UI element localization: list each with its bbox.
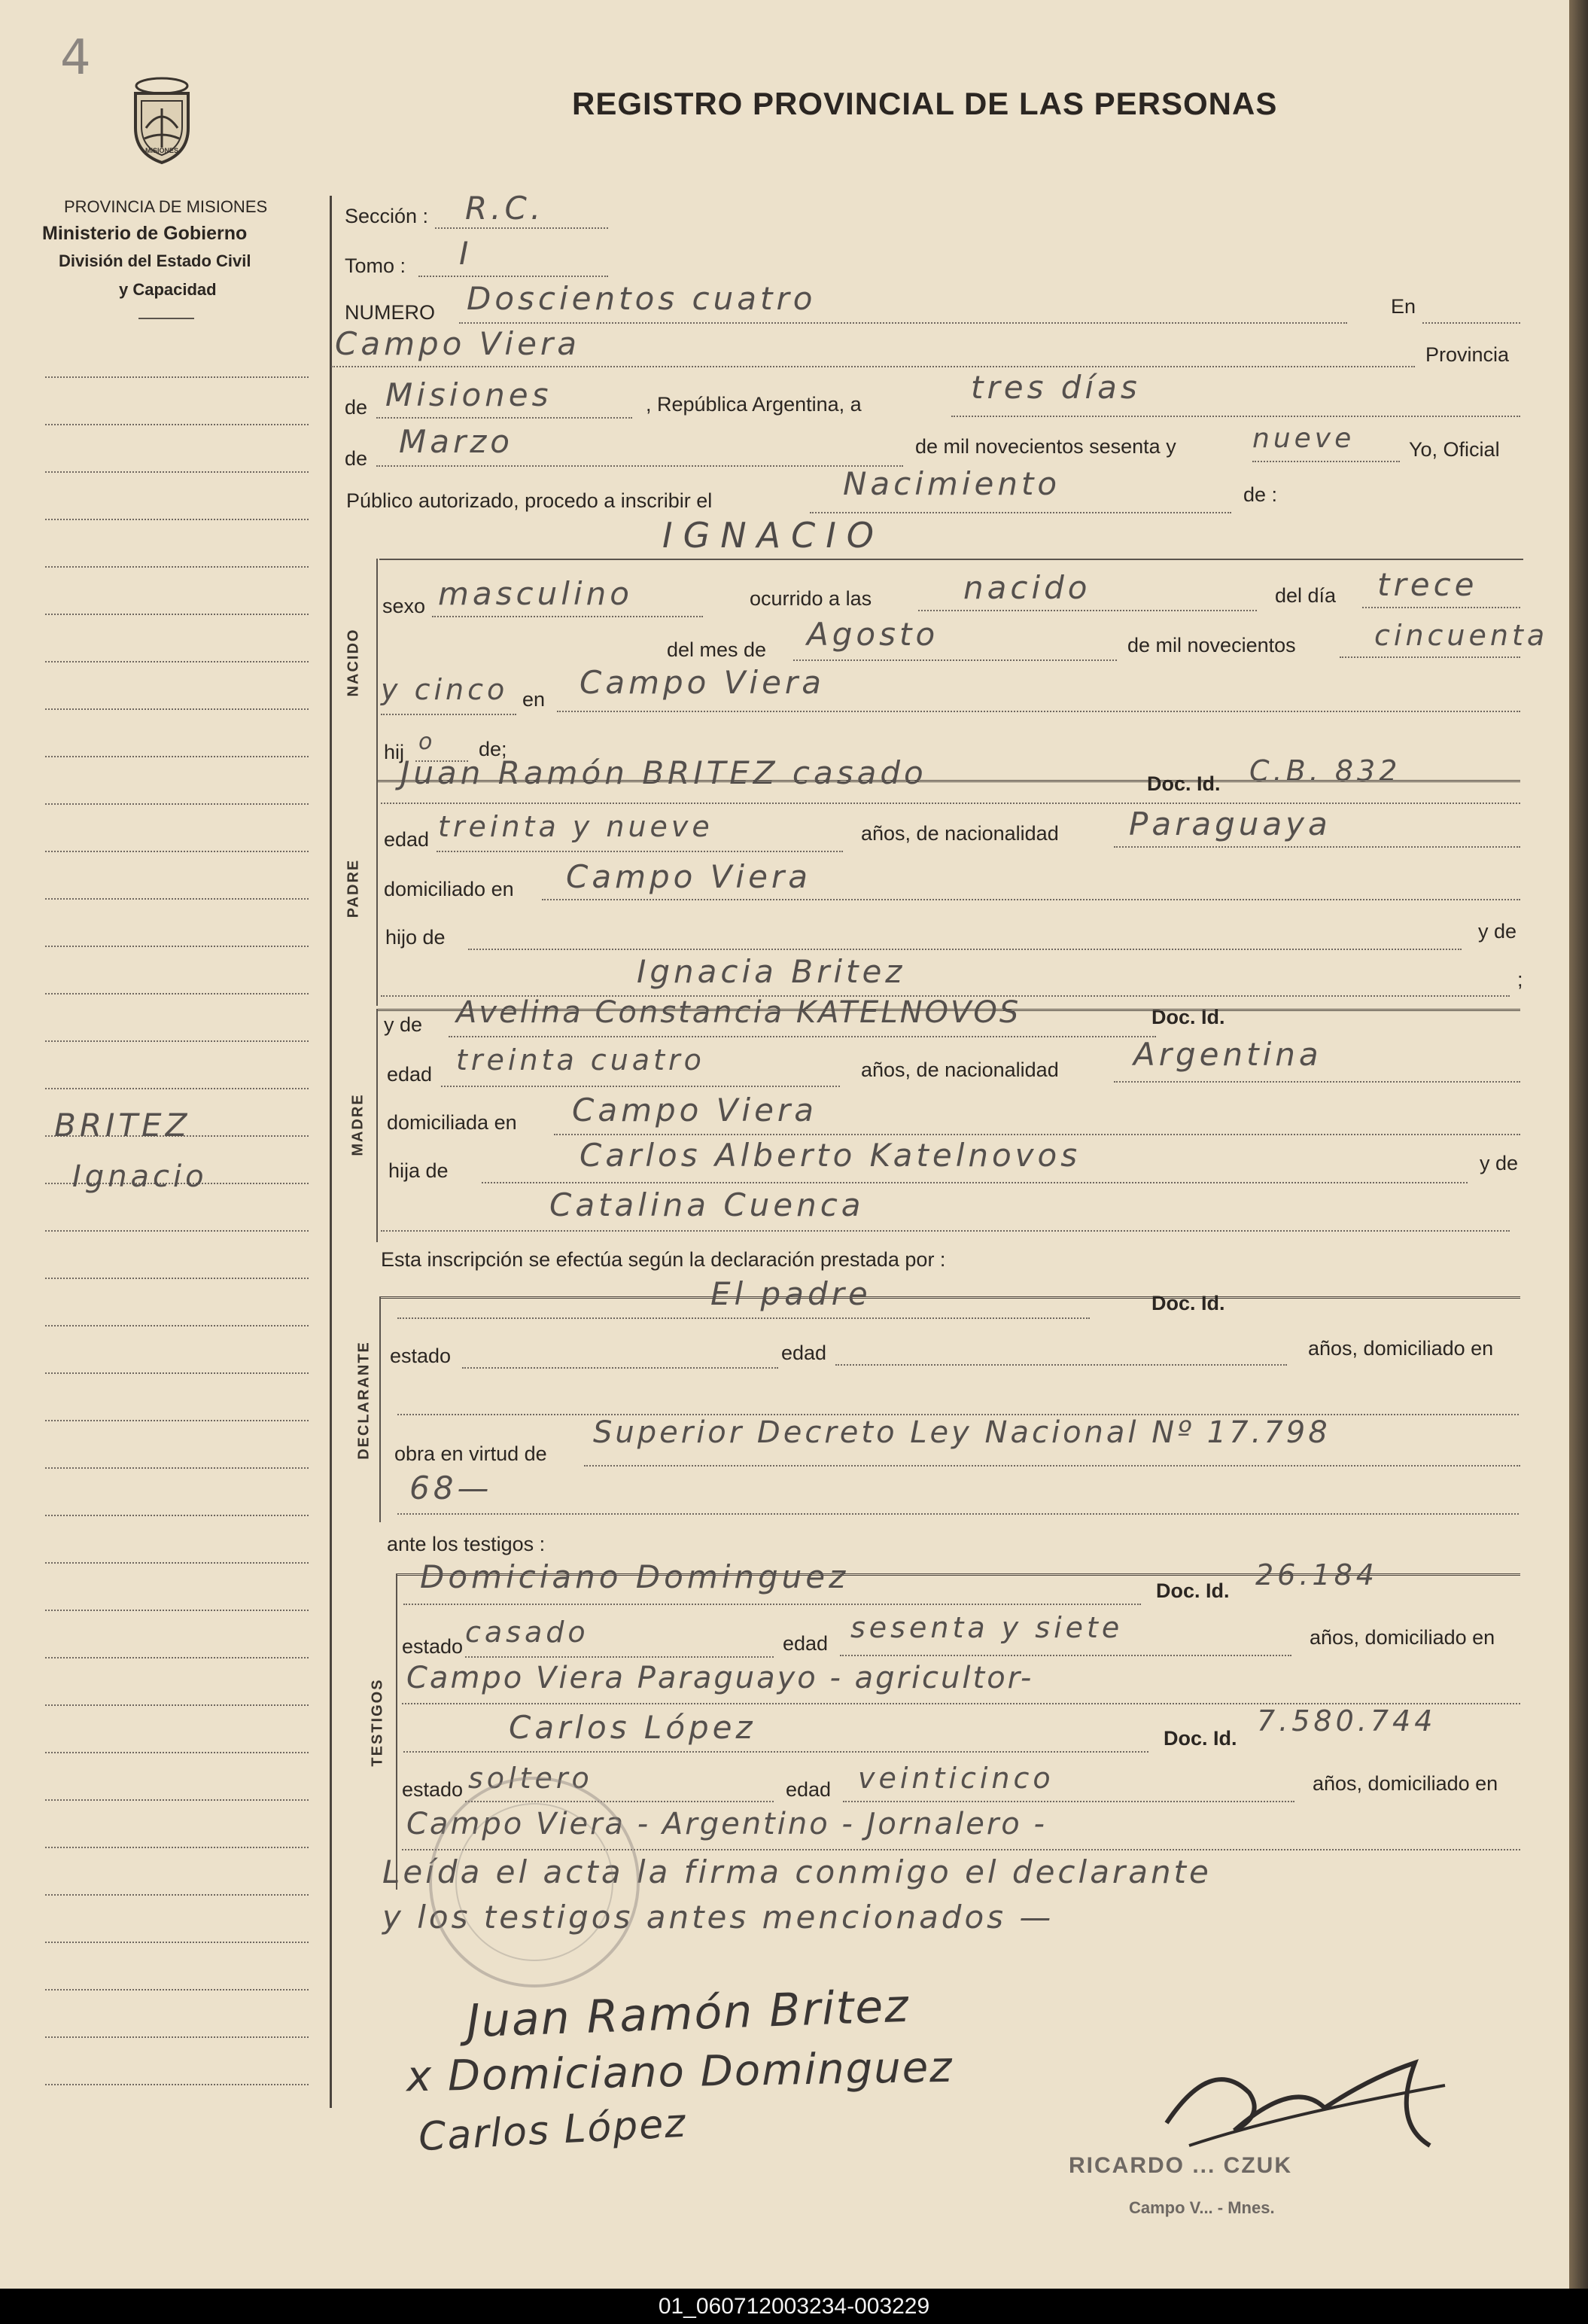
madre-side-label: MADRE: [349, 1093, 367, 1156]
margin-rule-line: [45, 471, 309, 473]
sexo-value: masculino: [438, 575, 633, 612]
padre-domicilio-line: [542, 899, 1520, 900]
margin-rule-line: [45, 1230, 309, 1232]
acto-line: [810, 512, 1231, 513]
declarante-estado-line: [462, 1367, 778, 1369]
en-nac-label: en: [522, 688, 546, 711]
margin-given-name: Ignacio: [72, 1159, 208, 1194]
madre-nombre-line: [449, 1036, 1156, 1037]
issuer-ministry: Ministerio de Gobierno: [42, 223, 248, 244]
en-line: [1422, 322, 1520, 324]
testigos-intro: ante los testigos :: [387, 1533, 546, 1555]
obra-line: [584, 1465, 1520, 1467]
madre-nombre: Avelina Constancia KATELNOVOS: [456, 995, 1021, 1030]
margin-rule-line: [45, 1372, 309, 1374]
numero-label: NUMERO: [345, 301, 435, 324]
testigo1-edad: sesenta y siete: [850, 1611, 1124, 1644]
testigo2-doc-label: Doc. Id.: [1164, 1727, 1237, 1750]
dia-value: tres días: [971, 369, 1141, 406]
obra-value-2: 68—: [409, 1470, 493, 1506]
page-title: REGISTRO PROVINCIAL DE LAS PERSONAS: [572, 86, 1278, 121]
lugar-nac-line: [557, 711, 1520, 712]
margin-rule-line: [45, 1610, 309, 1611]
testigo2-doc: 7.580.744: [1257, 1704, 1437, 1738]
padre-nac-line: [1114, 846, 1520, 848]
signature-witness-1: x Domiciano Dominguez: [406, 2042, 954, 2102]
mes-nac-value: Agosto: [807, 616, 939, 653]
testigo1-doc-label: Doc. Id.: [1156, 1579, 1230, 1602]
margin-rule-line: [45, 614, 309, 615]
margin-rule-line: [45, 756, 309, 757]
anio-nac-value-b: y cinco: [381, 673, 509, 706]
padre-nombre: Juan Ramón BRITEZ casado: [400, 754, 927, 791]
madre-nac-line: [1114, 1081, 1520, 1083]
testigo2-estado-label: estado: [402, 1778, 464, 1801]
testigo1-estado: casado: [465, 1616, 589, 1649]
declarante-doc-label: Doc. Id.: [1151, 1292, 1225, 1314]
margin-rule-line: [45, 1752, 309, 1753]
declarante-edad-line: [835, 1364, 1287, 1366]
madre-hija-de-label: hija de: [388, 1159, 449, 1182]
anio-nac-line: [1340, 656, 1520, 658]
padre-doc-value: C.B. 832: [1249, 754, 1401, 787]
hora-value: nacido: [963, 569, 1091, 606]
hora-line: [918, 610, 1257, 611]
padre-edad-label: edad: [384, 828, 430, 851]
margin-rule-line: [45, 1278, 309, 1279]
testigo1-doc: 26.184: [1255, 1558, 1378, 1591]
republica-label: , República Argentina, a: [646, 393, 862, 416]
margin-rule-line: [45, 1562, 309, 1564]
issuer-divider: [138, 318, 194, 319]
padre-anios-label: años, de nacionalidad: [861, 822, 1059, 845]
de-colon-label: de :: [1243, 483, 1278, 506]
testigo2-edad-label: edad: [786, 1778, 832, 1801]
margin-rule-line: [45, 2084, 309, 2085]
lugar-nac-value: Campo Viera: [580, 664, 825, 701]
seccion-line: [435, 227, 608, 229]
madre-anios-label: años, de nacionalidad: [861, 1058, 1059, 1081]
margin-rule-line: [45, 661, 309, 662]
margin-rule-line: [45, 566, 309, 568]
lectura-line-1: Leída el acta la firma conmigo el declarante: [382, 1853, 1212, 1890]
margin-rule-line: [45, 803, 309, 805]
numero-value: Doscientos cuatro: [467, 280, 817, 317]
declaracion-intro: Esta inscripción se efectúa según la declaración prestada por :: [381, 1248, 946, 1271]
sexo-line: [432, 616, 703, 617]
provincia-value: Misiones: [385, 376, 552, 413]
padre-y-de-label: y de: [1478, 920, 1517, 943]
margin-rule-line: [45, 898, 309, 900]
declarante-top-rule: [379, 1296, 1520, 1299]
madre-madre-line: [381, 1230, 1510, 1232]
official-stamp-line-1: RICARDO ... CZUK: [1069, 2153, 1292, 2178]
margin-rule-line: [45, 519, 309, 520]
page-number: 4: [60, 30, 91, 86]
testigo2-nombre-line: [403, 1751, 1148, 1753]
margin-rule-line: [45, 1799, 309, 1801]
margin-rule-line: [45, 1894, 309, 1896]
testigo2-edad-line: [843, 1801, 1294, 1802]
madre-edad-line: [441, 1086, 840, 1087]
madre-edad-value: treinta cuatro: [456, 1043, 705, 1077]
signature-witness-2: Carlos López: [417, 2100, 688, 2161]
margin-rule-line: [45, 1989, 309, 1990]
shield-label: MISIONES: [145, 147, 179, 154]
madre-y-de-label: y de: [384, 1013, 423, 1036]
madre-domicilio-label: domiciliada en: [387, 1111, 517, 1134]
margin-rule-line: [45, 1942, 309, 1943]
tomo-label: Tomo :: [345, 254, 406, 277]
testigo1-edad-line: [840, 1655, 1291, 1656]
dia-nac-line: [1362, 607, 1520, 608]
obra-label: obra en virtud de: [394, 1442, 547, 1465]
declarante-estado-label: estado: [390, 1345, 452, 1367]
margin-divider: [330, 196, 332, 2108]
seccion-value: R.C.: [465, 190, 545, 227]
margin-rule-line: [45, 1515, 309, 1516]
margin-rule-line: [45, 1704, 309, 1706]
madre-padre-value: Carlos Alberto Katelnovos: [580, 1137, 1081, 1174]
testigos-bracket: [396, 1573, 397, 1890]
registered-name: IGNACIO: [662, 515, 884, 556]
ocurrido-label: ocurrido a las: [750, 587, 872, 610]
padre-doc-label: Doc. Id.: [1147, 772, 1221, 795]
padre-edad-line: [437, 851, 843, 852]
padre-hijo-de-line: [468, 949, 1462, 950]
de-label: de: [345, 396, 368, 419]
hijo-label: hij: [384, 741, 405, 763]
padre-nacionalidad: Paraguaya: [1129, 806, 1331, 842]
nombre-rule: [379, 559, 1523, 560]
anio-nac-value-a: cincuenta: [1374, 619, 1549, 652]
de2-label: de: [345, 447, 368, 470]
declarante-line: [397, 1317, 1090, 1319]
mil-nac-label: de mil novecientos: [1127, 634, 1296, 656]
padre-side-label: PADRE: [345, 858, 362, 918]
margin-rule-line: [45, 946, 309, 947]
testigo2-nombre: Carlos López: [509, 1709, 756, 1746]
testigos-side-label: TESTIGOS: [369, 1678, 386, 1767]
testigo1-estado-line: [465, 1656, 774, 1658]
official-stamp-line-2: Campo V... - Mnes.: [1129, 2198, 1275, 2217]
padre-bracket: [376, 780, 378, 1006]
madre-domicilio: Campo Viera: [572, 1092, 817, 1128]
mes-line: [376, 465, 903, 467]
declarante-value: El padre: [710, 1275, 872, 1312]
mes-value: Marzo: [399, 423, 513, 460]
margin-rule-line: [45, 2036, 309, 2038]
madre-domicilio-line: [554, 1134, 1520, 1135]
tomo-line: [418, 276, 608, 277]
margin-rule-line: [45, 376, 309, 378]
padre-padres-value: Ignacia Britez: [637, 953, 906, 990]
provincia-line: [376, 417, 632, 419]
nacido-bracket: [376, 559, 378, 800]
testigo2-domicilio: Campo Viera - Argentino - Jornalero -: [406, 1807, 1047, 1841]
madre-y-de2-label: y de: [1480, 1152, 1519, 1174]
margin-rule-line: [45, 851, 309, 852]
issuer-capacity: y Capacidad: [119, 280, 217, 299]
mil-label: de mil novecientos sesenta y: [915, 435, 1176, 458]
padre-edad-value: treinta y nueve: [438, 810, 713, 843]
place-line: [331, 366, 1415, 367]
madre-nacionalidad: Argentina: [1133, 1036, 1322, 1073]
padre-nombre-line: [381, 803, 1520, 804]
margin-rule-line: [45, 1420, 309, 1421]
testigo2-anios-label: años, domiciliado en: [1313, 1772, 1498, 1795]
anio-value: nueve: [1252, 423, 1355, 454]
declarante-anios-label: años, domiciliado en: [1308, 1337, 1494, 1360]
nacido-side-label: NACIDO: [345, 628, 362, 697]
testigo1-anios-label: años, domiciliado en: [1310, 1626, 1495, 1649]
obra-line-2: [397, 1513, 1519, 1515]
margin-rule-line: [45, 1467, 309, 1469]
margin-rule-line: [45, 424, 309, 425]
padre-semicolon: ;: [1517, 968, 1523, 991]
issuer-division: División del Estado Civil: [59, 251, 251, 270]
declarante-edad-label: edad: [781, 1342, 827, 1364]
margin-rule-line: [45, 1657, 309, 1658]
hijo-de-label: de;: [479, 738, 507, 760]
margin-rule-line: [45, 708, 309, 710]
mes-nac-line: [793, 659, 1117, 661]
madre-edad-label: edad: [387, 1063, 433, 1086]
declarante-bracket: [379, 1296, 381, 1522]
lectura-line-2: y los testigos antes mencionados —: [382, 1899, 1054, 1936]
faint-seal-icon: [421, 1769, 647, 1995]
acto-value: Nacimiento: [843, 465, 1061, 502]
padre-domicilio-label: domiciliado en: [384, 878, 514, 900]
yo-oficial-label: Yo, Oficial: [1409, 438, 1500, 461]
testigo1-edad-label: edad: [783, 1632, 829, 1655]
madre-madre-value: Catalina Cuenca: [549, 1186, 865, 1223]
declarante-side-label: DECLARANTE: [355, 1341, 373, 1460]
official-signature-icon: [1144, 2033, 1460, 2168]
testigo1-estado-label: estado: [402, 1635, 464, 1658]
place-value: Campo Viera: [335, 325, 580, 362]
anio-nac-cont-line: [381, 714, 516, 715]
margin-rule-line: [45, 1847, 309, 1848]
issuer-province: PROVINCIA DE MISIONES: [64, 197, 268, 216]
provincia-label: Provincia: [1425, 343, 1510, 366]
del-dia-label: del día: [1275, 584, 1337, 607]
publico-label: Público autorizado, procedo a inscribir el: [346, 489, 713, 512]
tomo-value: I: [459, 235, 473, 272]
book-binding-edge: [1569, 0, 1588, 2289]
margin-rule-line: [45, 1040, 309, 1042]
margin-rule-line: [45, 1325, 309, 1326]
margin-rule-line: [45, 993, 309, 994]
seccion-label: Sección :: [345, 205, 429, 227]
padre-hijo-de-label: hijo de: [385, 926, 446, 949]
madre-doc-label: Doc. Id.: [1151, 1006, 1225, 1028]
testigo1-nombre-line: [403, 1604, 1141, 1605]
obra-value: Superior Decreto Ley Nacional Nº 17.798: [593, 1415, 1331, 1450]
sexo-label: sexo: [382, 595, 426, 617]
numero-line: [459, 322, 1347, 324]
hijo-suffix: o: [418, 729, 437, 755]
anio-line: [1252, 461, 1400, 462]
testigo2-estado: soltero: [468, 1762, 593, 1795]
mes-nac-label: del mes de: [667, 638, 767, 661]
testigo2-edad: veinticinco: [858, 1762, 1054, 1795]
padre-domicilio: Campo Viera: [566, 858, 811, 895]
margin-rule-line: [45, 1088, 309, 1089]
archive-id-footer: 01_060712003234-003229: [0, 2289, 1588, 2324]
signature-father: Juan Ramón Britez: [465, 1979, 911, 2048]
madre-hija-de-line: [482, 1182, 1468, 1183]
testigo1-nombre: Domiciano Dominguez: [420, 1558, 850, 1595]
testigo1-domicilio: Campo Viera Paraguayo - agricultor-: [406, 1661, 1034, 1695]
en-label: En: [1391, 295, 1416, 318]
provincial-shield-icon: [129, 75, 194, 166]
madre-bracket: [376, 1009, 378, 1242]
margin-surname: BRITEZ: [54, 1107, 191, 1144]
dia-nac-value: trece: [1377, 566, 1478, 603]
dia-line: [951, 416, 1520, 417]
